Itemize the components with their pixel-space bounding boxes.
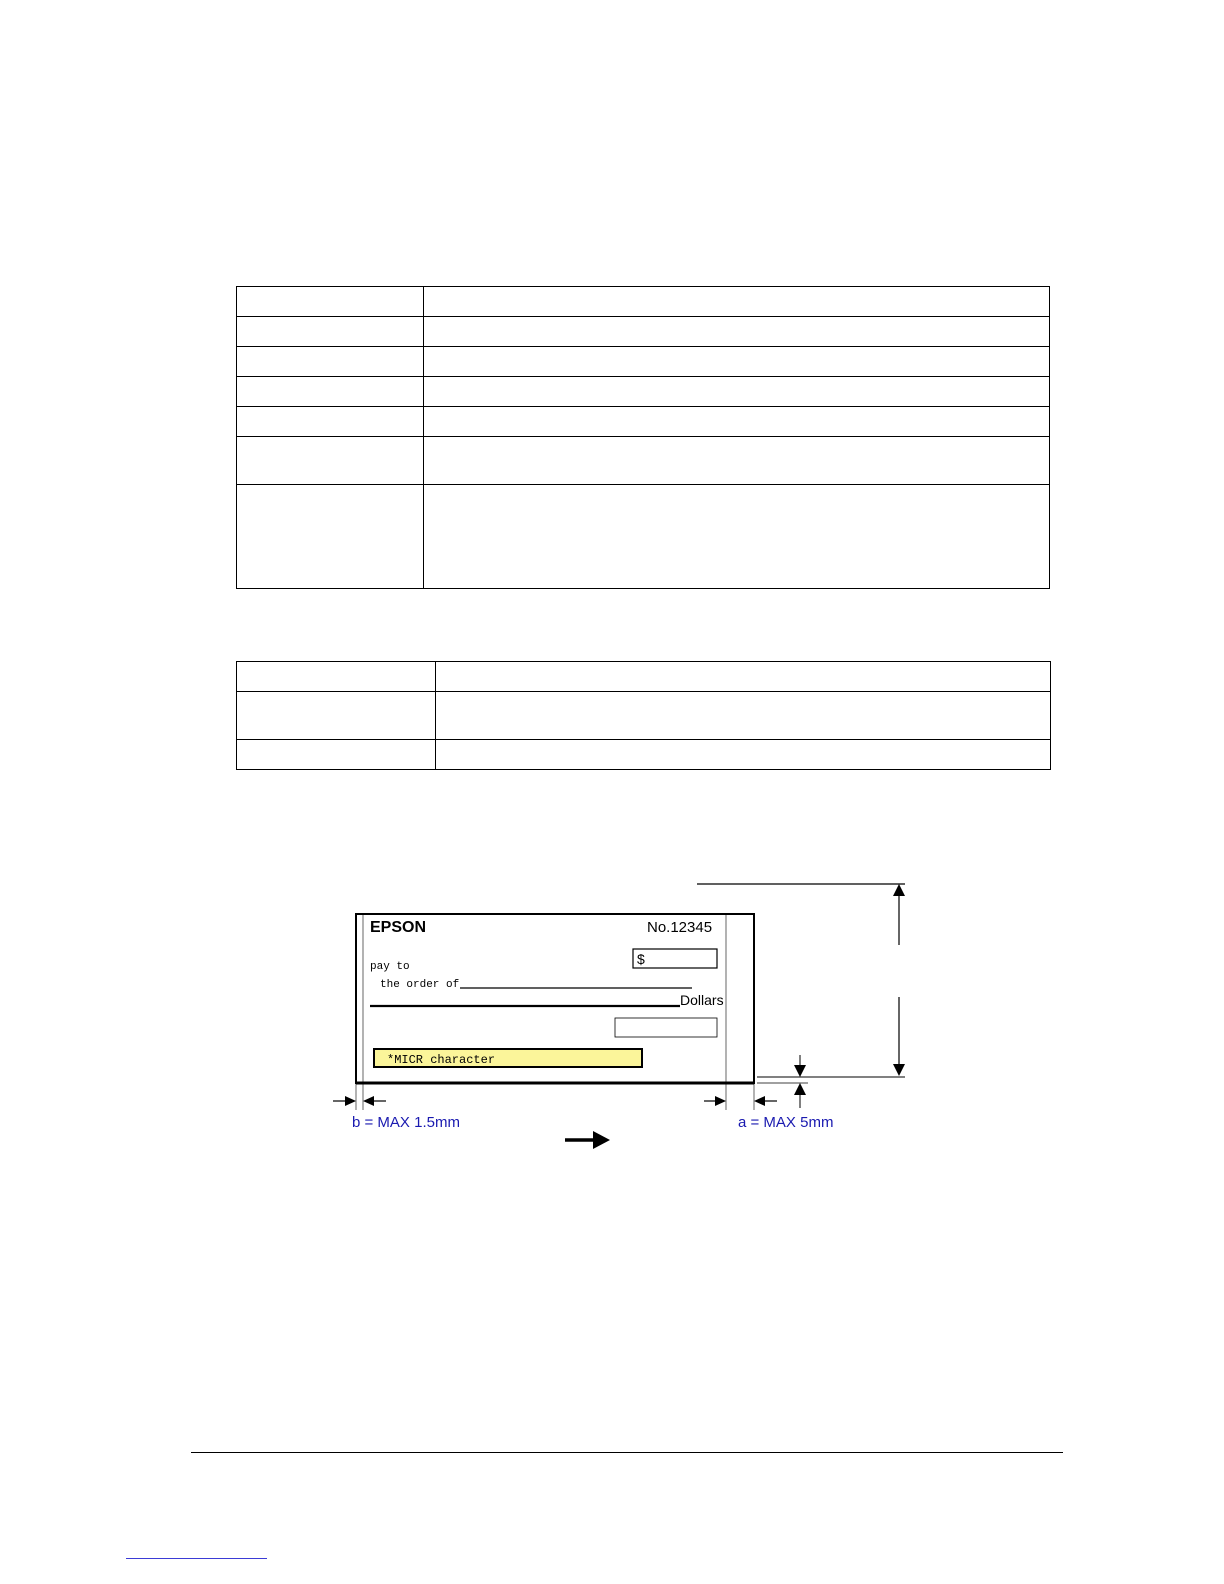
table-cell: [424, 347, 1050, 377]
table-row: [237, 740, 1051, 770]
dollar-sign: $: [637, 951, 645, 967]
b-arrow-left: [363, 1096, 374, 1106]
check-brand: EPSON: [370, 919, 427, 936]
b-dimension-label: b = MAX 1.5mm: [352, 1114, 460, 1131]
table-cell: [237, 662, 436, 692]
table-cell: [436, 662, 1051, 692]
table-cell: [424, 407, 1050, 437]
table-row: [237, 377, 1050, 407]
table-row: [237, 407, 1050, 437]
table-cell: [436, 740, 1051, 770]
table-cell: [237, 347, 424, 377]
order-of-label: the order of: [380, 979, 460, 991]
table-row: [237, 287, 1050, 317]
amount-box: [633, 949, 717, 968]
table-cell: [237, 407, 424, 437]
table-cell: [424, 377, 1050, 407]
check-diagram: [320, 870, 930, 1160]
b-arrow-right: [345, 1096, 356, 1106]
table-cell: [424, 437, 1050, 485]
footer-link-underline: [126, 1558, 267, 1559]
dollars-label: Dollars: [680, 992, 724, 1008]
table-cell: [237, 317, 424, 347]
table-row: [237, 662, 1051, 692]
table-cell: [237, 692, 436, 740]
check-number: No.12345: [647, 919, 713, 936]
small-arrow-up: [794, 1083, 806, 1095]
table-cell: [436, 692, 1051, 740]
a-arrow-right: [715, 1096, 726, 1106]
dimension-arrow-down: [893, 1064, 905, 1076]
feed-direction-arrow-icon: [593, 1131, 610, 1149]
table-cell: [237, 437, 424, 485]
dimension-arrow-up: [893, 884, 905, 896]
small-arrow-down: [794, 1065, 806, 1077]
micr-label: *MICR character: [387, 1053, 496, 1067]
table-cell: [237, 485, 424, 589]
spec-table-2: [236, 661, 1051, 770]
table-cell: [237, 287, 424, 317]
a-arrow-left: [754, 1096, 765, 1106]
footer-rule: [191, 1452, 1063, 1453]
spec-table-1: [236, 286, 1050, 589]
table-cell: [424, 485, 1050, 589]
signature-box: [615, 1018, 717, 1037]
table-row: [237, 317, 1050, 347]
table-row: [237, 485, 1050, 589]
table-cell: [237, 377, 424, 407]
table-row: [237, 692, 1051, 740]
table-cell: [424, 287, 1050, 317]
table-cell: [237, 740, 436, 770]
table-row: [237, 437, 1050, 485]
table-cell: [424, 317, 1050, 347]
a-dimension-label: a = MAX 5mm: [738, 1114, 834, 1131]
pay-to-label: pay to: [370, 961, 410, 973]
table-row: [237, 347, 1050, 377]
